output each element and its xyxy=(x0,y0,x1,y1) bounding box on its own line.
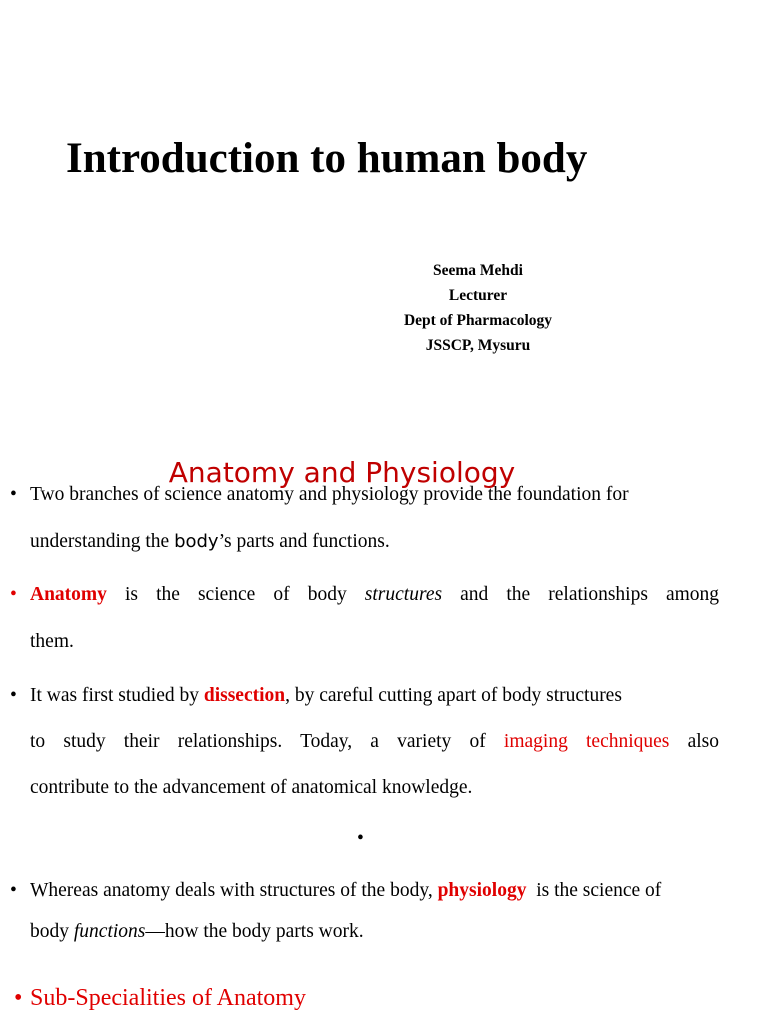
author-department: Dept of Pharmacology xyxy=(403,312,553,329)
text-run: body xyxy=(30,921,74,942)
term-imaging-techniques: imaging techniques xyxy=(503,731,670,752)
paragraph-line xyxy=(30,880,719,902)
subheading-sub-specialities xyxy=(14,983,306,1013)
text-run: is the science of body xyxy=(125,584,347,605)
subheading-text: Sub-Specialities of Anatomy xyxy=(30,985,306,1011)
author-name: Seema Mehdi xyxy=(433,262,523,279)
paragraph-line xyxy=(30,777,719,799)
section-title: Anatomy and Physiology xyxy=(168,456,516,489)
text-run: Two branches of science anatomy and physiology provide the foundation for xyxy=(30,484,629,505)
text-run: body xyxy=(174,531,219,552)
text-run: It was first studied by xyxy=(30,685,204,706)
emphasis-structures: structures xyxy=(364,584,443,605)
text-run: Whereas anatomy deals with structures of the body, xyxy=(30,880,438,901)
emphasis-functions: functions xyxy=(73,921,146,942)
paragraph-line xyxy=(30,484,719,506)
term-dissection: dissection xyxy=(203,685,286,706)
text-run: also xyxy=(687,731,719,752)
paragraph-line xyxy=(30,921,719,943)
text-run: understanding the xyxy=(30,531,175,552)
paragraph-line xyxy=(30,731,719,753)
term-anatomy: Anatomy xyxy=(30,584,107,605)
title-slide xyxy=(0,0,768,432)
stray-bullet: • xyxy=(357,828,364,849)
author-role: Lecturer xyxy=(448,287,508,304)
paragraph-line xyxy=(30,531,719,553)
text-run: contribute to the advancement of anatomical knowledge. xyxy=(30,777,473,798)
bullet-marker: • xyxy=(10,484,17,505)
text-run: them. xyxy=(30,631,74,652)
paragraph-line xyxy=(30,631,719,653)
text-run: and the relationships among xyxy=(460,584,720,605)
content-slide xyxy=(0,432,768,1024)
bullet-marker: • xyxy=(10,685,17,706)
bullet-marker: • xyxy=(14,985,23,1011)
text-run: ’s parts and functions. xyxy=(218,531,390,552)
term-physiology: physiology xyxy=(437,880,527,901)
author-block xyxy=(378,258,578,358)
bullet-marker: • xyxy=(10,584,17,605)
text-run: —how the body parts work. xyxy=(145,921,364,942)
author-institution: JSSCP, Mysuru xyxy=(425,337,531,354)
text-run: , by careful cutting apart of body structures xyxy=(285,685,622,706)
text-run: to study their relationships. Today, a variety of xyxy=(30,731,486,752)
paragraph-line xyxy=(30,685,719,707)
slide-title: Introduction to human body xyxy=(66,135,588,182)
text-run: is the science of xyxy=(526,880,662,901)
bullet-marker: • xyxy=(10,880,17,901)
paragraph-line xyxy=(30,584,719,606)
